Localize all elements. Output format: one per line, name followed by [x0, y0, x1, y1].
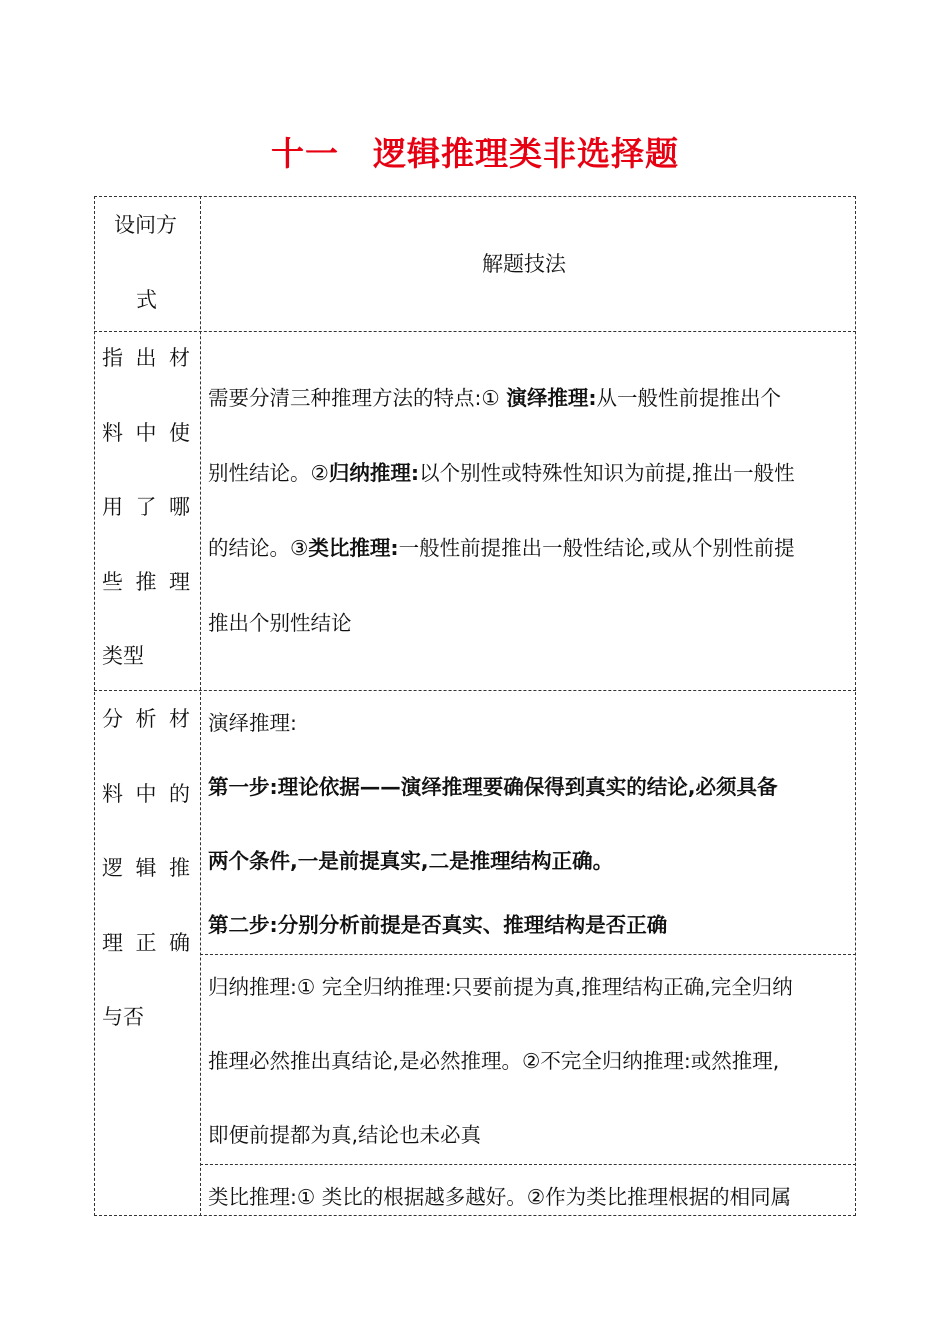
row2-label [102, 682, 190, 1055]
page-title: 十一 逻辑推理类非选择题 [271, 134, 679, 173]
row2-label-line: 料 中 的 [102, 781, 190, 806]
text-span: 别性结论。② [208, 461, 329, 485]
deduction-step2: 第二步:分别分析前提是否真实、推理结构是否正确 [208, 913, 668, 937]
row1-label-line: 些 推 理 [102, 569, 190, 594]
row2-label-line: 分 析 材 [102, 707, 190, 731]
analogy-line1: 类比推理:① 类比的根据越多越好。②作为类比推理根据的相同属 [208, 1185, 792, 1209]
text-span: 的结论。③ [208, 536, 309, 560]
row1-label-line: 料 中 使 [102, 420, 190, 445]
subrow-divider [200, 954, 856, 955]
row2-label-line: 与否 [102, 1005, 144, 1029]
row1-label-line: 类型 [102, 644, 144, 668]
table-border-top [94, 196, 856, 197]
row1-line-2 [208, 456, 848, 486]
header-col1-line1: 设问方 [114, 213, 177, 237]
row1-label-line: 指 出 材 [102, 346, 190, 370]
row1-label [102, 321, 190, 694]
row-divider [94, 331, 856, 332]
header-col1-line2: 式 [136, 288, 157, 312]
header-col2: 解题技法 [482, 252, 566, 276]
row-divider [94, 690, 856, 691]
deduction-step1-line1: 第一步:理论依据——演绎推理要确保得到真实的结论,必须具备 [208, 775, 778, 799]
deduction-step1-line2: 两个条件,一是前提真实,二是推理结构正确。 [208, 849, 614, 873]
text-span: 需要分清三种推理方法的特点:① [208, 386, 500, 410]
row1-line-1 [208, 381, 848, 411]
text-span: 从一般性前提推出个 [596, 386, 782, 410]
text-span: 一般性前提推出一般性结论,或从个别性前提 [398, 536, 795, 560]
row2-label-line: 逻 辑 推 [102, 856, 190, 880]
induction-line2: 推理必然推出真结论,是必然推理。②不完全归纳推理:或然推理, [208, 1049, 780, 1073]
deduction-heading: 演绎推理: [208, 711, 297, 735]
induction-line3: 即便前提都为真,结论也未必真 [208, 1123, 482, 1147]
row2-label-line: 理 正 确 [102, 930, 190, 955]
induction-line1: 归纳推理:① 完全归纳推理:只要前提为真,推理结构正确,完全归纳 [208, 975, 793, 999]
row1-line-4: 推出个别性结论 [208, 611, 352, 635]
table-border-left [94, 196, 95, 1216]
bold-term-deduction: 演绎推理: [506, 386, 597, 410]
bold-term-analogy: 类比推理: [308, 536, 399, 560]
text-span: 以个别性或特殊性知识为前提,推出一般性 [419, 461, 795, 485]
row1-label-line: 用 了 哪 [102, 495, 190, 519]
bold-term-induction: 归纳推理: [328, 461, 420, 485]
table-border-right [855, 196, 856, 1216]
subrow-divider [200, 1164, 856, 1165]
column-divider [200, 196, 201, 1216]
table-border-bottom [94, 1215, 856, 1216]
technique-table [94, 196, 856, 1216]
row1-line-3 [208, 531, 848, 561]
